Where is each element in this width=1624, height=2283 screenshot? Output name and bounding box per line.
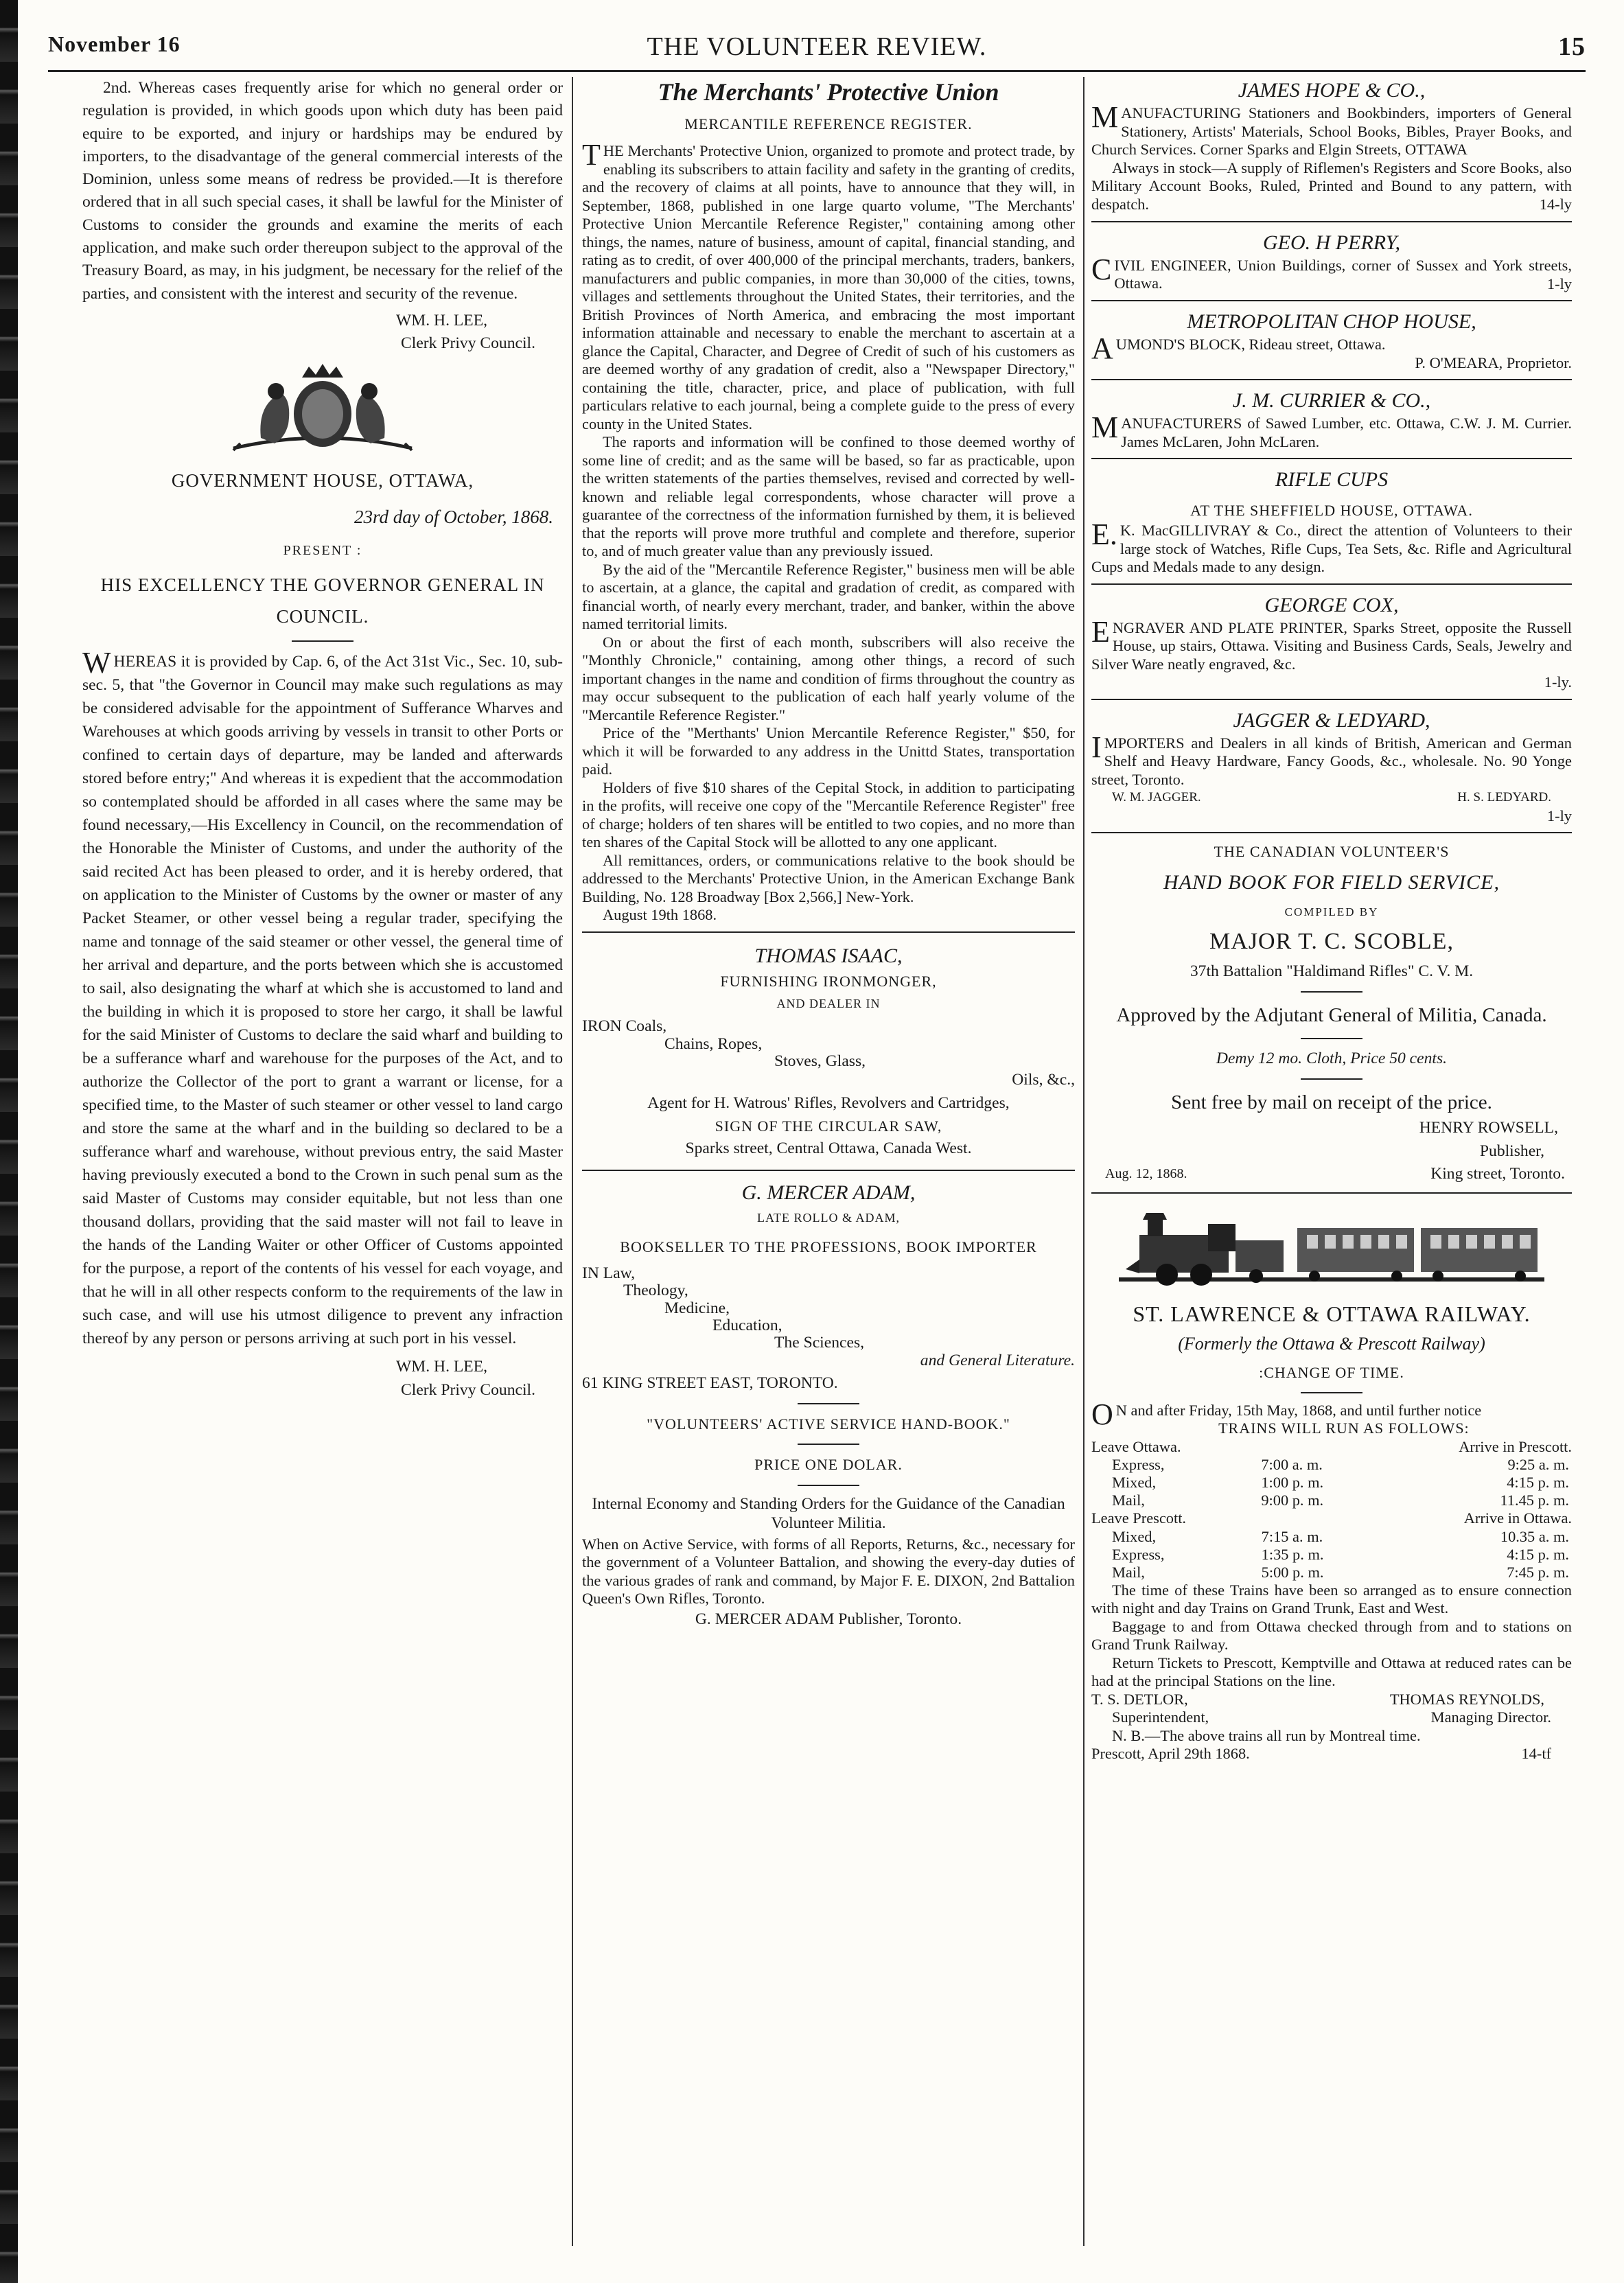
- perry-body: CIVIL ENGINEER, Union Buildings, corner of Sussex and York streets, Ottawa.: [1091, 252, 1572, 292]
- adam-education: Education,: [712, 1316, 782, 1334]
- rifle-cups-subtitle: AT THE SHEFFIELD HOUSE, OTTAWA.: [1190, 502, 1473, 519]
- volunteer-handbook-address: King street, Toronto.: [1430, 1165, 1565, 1183]
- volunteer-handbook-publisher: Publisher,: [1479, 1142, 1544, 1160]
- railway-change-of-time: :CHANGE OF TIME.: [1259, 1363, 1404, 1381]
- arrive-time: 4:15 p. m.: [1507, 1474, 1569, 1492]
- separator: [798, 1485, 859, 1486]
- leave-time: 9:00 p. m.: [1261, 1492, 1324, 1509]
- handbook-price: PRICE ONE DOLAR.: [754, 1456, 903, 1474]
- adam-medicine: Medicine,: [664, 1299, 730, 1317]
- volunteer-handbook-author: MAJOR T. C. SCOBLE,: [1209, 928, 1454, 954]
- separator: [1091, 832, 1572, 833]
- column-1: [82, 77, 563, 1402]
- column-divider-2: [1083, 77, 1084, 2246]
- railway-reynolds: THOMAS REYNOLDS,: [1389, 1690, 1544, 1708]
- isaac-line-1: FURNISHING IRONMONGER,: [720, 972, 937, 990]
- jagger-partner-left: W. M. JAGGER.: [1112, 790, 1201, 805]
- railway-note-3: Return Tickets to Prescott, Kemptville and Ottawa at reduced rates can be had at the principal Stations on the line.: [1091, 1654, 1572, 1690]
- mpu-date: August 19th 1868.: [603, 906, 717, 924]
- hope-body-2: Always in stock—A supply of Riflemen's Registers and Score Books, also Military Account Books, Ruled, Printed and Bound to any pattern, with despatch.: [1091, 159, 1572, 213]
- railway-note-2: Baggage to and from Ottawa checked through from and to stations on Grand Trunk Railway.: [1091, 1617, 1572, 1654]
- railway-nb: N. B.—The above trains all run by Montreal time.: [1112, 1726, 1421, 1744]
- excellency-heading: HIS EXCELLENCY THE GOVERNOR GENERAL IN COUNCIL.: [100, 575, 545, 627]
- railway-titles: [1091, 1708, 1572, 1727]
- table-row: [1091, 1456, 1572, 1474]
- adam-bookseller: BOOKSELLER TO THE PROFESSIONS, BOOK IMPORTER: [620, 1238, 1037, 1255]
- hope-name: JAMES HOPE & CO.,: [1238, 79, 1426, 102]
- leave-time: 7:00 a. m.: [1261, 1456, 1323, 1474]
- train-type: Express,: [1112, 1456, 1165, 1474]
- handbook-title: "VOLUNTEERS' ACTIVE SERVICE HAND-BOOK.": [647, 1415, 1010, 1433]
- currier-name: J. M. CURRIER & CO.,: [1232, 389, 1431, 412]
- railway-footer: [1091, 1745, 1572, 1763]
- table-row: [1091, 1546, 1572, 1564]
- railway-intro: ON and after Friday, 15th May, 1868, and until further notice: [1091, 1397, 1482, 1431]
- separator: [1091, 583, 1572, 585]
- isaac-oils: Oils, &c.,: [1012, 1071, 1075, 1089]
- isaac-sign: SIGN OF THE CIRCULAR SAW,: [715, 1117, 942, 1135]
- volunteer-handbook-head: THE CANADIAN VOLUNTEER'S: [1214, 843, 1450, 861]
- railway-director: Managing Director.: [1430, 1708, 1551, 1726]
- leave-time: 1:00 p. m.: [1261, 1474, 1324, 1492]
- volunteer-handbook-price: Demy 12 mo. Cloth, Price 50 cents.: [1216, 1050, 1448, 1068]
- volunteer-handbook-compiled: COMPILED BY: [1284, 905, 1379, 918]
- mpu-subtitle: MERCANTILE REFERENCE REGISTER.: [684, 115, 973, 132]
- railway-superintendent: Superintendent,: [1112, 1708, 1209, 1726]
- chop-house-proprietor: P. O'MEARA, Proprietor.: [1415, 354, 1572, 371]
- jagger-name: JAGGER & LEDYARD,: [1233, 708, 1430, 732]
- signature-title: Clerk Privy Council.: [401, 334, 535, 353]
- railway-trains-heading: TRAINS WILL RUN AS FOLLOWS:: [1218, 1419, 1470, 1437]
- header-page-number: 15: [1558, 32, 1586, 61]
- table-row: [1091, 1528, 1572, 1546]
- timetable-prescott-ottawa: [1091, 1528, 1572, 1581]
- arrive-time: 11.45 p. m.: [1500, 1492, 1569, 1509]
- isaac-iron: IRON Coals,: [582, 1017, 667, 1036]
- locomotive-icon: [1112, 1201, 1551, 1297]
- railway-header-1: [1091, 1438, 1572, 1457]
- jagger-partner-right: H. S. LEDYARD.: [1457, 790, 1551, 805]
- separator: [1301, 991, 1362, 993]
- leave-time: 5:00 p. m.: [1261, 1563, 1324, 1581]
- chop-house-body: AUMOND'S BLOCK, Rideau street, Ottawa.: [1091, 332, 1386, 365]
- table-row: [1091, 1492, 1572, 1509]
- arrive-time: 9:25 a. m.: [1507, 1456, 1569, 1474]
- railway-date: Prescott, April 29th 1868.: [1091, 1745, 1250, 1763]
- railway-code: 14-tf: [1521, 1745, 1551, 1763]
- currier-body: MANUFACTURERS of Sawed Lumber, etc. Ottawa, C.W. J. M. Currier. James McLaren, John McLaren.: [1091, 410, 1572, 450]
- separator: [1301, 1392, 1362, 1393]
- separator: [1091, 458, 1572, 459]
- leave-prescott-label: Leave Prescott.: [1091, 1509, 1187, 1527]
- header-rule: [48, 70, 1586, 72]
- royal-coat-of-arms-icon: [220, 362, 426, 465]
- page-edge-shadow: [0, 0, 18, 2283]
- separator: [798, 1444, 859, 1445]
- volunteer-handbook-footer: [1091, 1163, 1572, 1185]
- volunteer-handbook-sent: Sent free by mail on receipt of the price.: [1171, 1091, 1492, 1114]
- volunteer-handbook-approved: Approved by the Adjutant General of Militia, Canada.: [1116, 1004, 1547, 1027]
- train-type: Express,: [1112, 1545, 1165, 1563]
- column-2: [582, 77, 1075, 1631]
- arrive-ottawa-label: Arrive in Ottawa.: [1463, 1509, 1572, 1527]
- railway-name: ST. LAWRENCE & OTTAWA RAILWAY.: [1133, 1301, 1531, 1327]
- perry-code: 1-ly: [1546, 275, 1572, 292]
- header-title: THE VOLUNTEER REVIEW.: [647, 32, 987, 61]
- railway-formerly: (Formerly the Ottawa & Prescott Railway): [1178, 1334, 1485, 1354]
- signature-title-2: Clerk Privy Council.: [401, 1380, 535, 1399]
- railway-header-2: [1091, 1509, 1572, 1528]
- mpu-paragraph-5: Price of the "Merthants' Union Mercantile Reference Register," $50, for which it will be forwarded to any address in the Unittd States, transportation paid.: [582, 724, 1075, 778]
- mpu-paragraph-3: By the aid of the "Mercantile Reference Register," business men will be able to ascertain, at a glance, the capital and gradation of credit, as compared with financial worth, of nearly every merchant, trader, and banker, within the above named territorial limits.: [582, 560, 1075, 633]
- adam-general: and General Literature.: [920, 1351, 1075, 1369]
- perry-name: GEO. H PERRY,: [1262, 231, 1400, 254]
- railway-signatures: [1091, 1691, 1572, 1709]
- separator: [582, 1170, 1075, 1171]
- government-house-heading: GOVERNMENT HOUSE, OTTAWA,: [171, 470, 474, 491]
- train-type: Mixed,: [1112, 1474, 1157, 1492]
- volunteer-handbook-title: HAND BOOK FOR FIELD SERVICE,: [1163, 870, 1500, 894]
- mpu-title: The Merchants' Protective Union: [658, 78, 999, 106]
- signature-name: WM. H. LEE,: [395, 311, 487, 329]
- arrive-time: 7:45 p. m.: [1507, 1563, 1569, 1581]
- mpu-paragraph-6: Holders of five $10 shares of the Cepital Stock, in addition to participating in the profits, will receive one copy of the "Mercantile Reference Register" free of charge; holders of ten shares will be entitled to two copies, and no more than ten shares of the Capital Stock will be allotted to any one applicant.: [582, 778, 1075, 851]
- volunteer-handbook-rowsell: HENRY ROWSELL,: [1419, 1119, 1558, 1137]
- isaac-agent: Agent for H. Watrous' Rifles, Revolvers and Cartridges,: [647, 1093, 1010, 1112]
- isaac-name: THOMAS ISAAC,: [754, 944, 903, 967]
- volunteer-handbook-battalion: 37th Battalion "Haldimand Rifles" C. V. M.: [1190, 962, 1474, 980]
- separator: [1091, 1192, 1572, 1194]
- mpu-paragraph-7: All remittances, orders, or communications relative to the book should be addressed to the Merchants' Protective Union, in the American Exchange Bank Building, No. 128 Broadway [Box 2,566,] New-York.: [582, 851, 1075, 905]
- table-row: [1091, 1474, 1572, 1492]
- table-row: [1091, 1564, 1572, 1581]
- arrive-time: 4:15 p. m.: [1507, 1545, 1569, 1563]
- separator: [798, 1403, 859, 1404]
- order-date: 23rd day of October, 1868.: [354, 506, 553, 527]
- jagger-partners: [1091, 789, 1572, 807]
- column-3: [1091, 77, 1572, 1763]
- adam-address: 61 KING STREET EAST, TORONTO.: [582, 1374, 838, 1392]
- isaac-chains: Chains, Ropes,: [664, 1034, 763, 1053]
- chop-house-name: METROPOLITAN CHOP HOUSE,: [1187, 310, 1476, 333]
- separator: [1301, 1038, 1362, 1039]
- railway-note-1: The time of these Trains have been so arranged as to ensure connection with night and day Trains on Grand Trunk, East and West.: [1091, 1581, 1572, 1617]
- separator: [582, 931, 1075, 933]
- hope-body: MANUFACTURING Stationers and Bookbinders, importers of General Stationery, Artists' Materials, School Books, Bibles, Prayer Books, and Church Services. Corner Sparks and Elgin Streets, OTTAWA: [1091, 100, 1572, 158]
- volunteer-handbook-date: Aug. 12, 1868.: [1105, 1166, 1187, 1182]
- mpu-paragraph-1: THE Merchants' Protective Union, organized to promote and protect trade, by enabling its subscribers to attain facility and safety in the granting of credits, and the recovery of claims at all points, have to announce that they will, in September, 1868, published in one large quarto volume, "The Merchants' Protective Union Mercantile Reference Register," containing among other things, the names, nature of business, amount of capital, financial standing, and rating as to credit, of over 400,000 of the principal merchants, traders, bankers, manufacturers and public companies, in more than 30,000 of the cities, towns, villages and settlements throughout the United States, their territories, and the British Provinces of North America, and embracing the most important information attainable and necessary to enable the merchant to ascertain at a glance the Capital, Character, and Degree of Credit of such of his customers as are deemed worthy of any gradation of credit, also a "Newspaper Directory," containing the title, character, price, and place of publication, with full particulars relative to each journal, being a complete guide to the press of every county in the United States.: [582, 138, 1075, 432]
- handbook-body: When on Active Service, with forms of all Reports, Returns, &c., necessary for the government of a Volunteer Battalion, and showing the every-day duties of the various grades of rank and command, by Major F. E. DIXON, 2nd Battalion Queen's Own Rifles, Toronto.: [582, 1535, 1075, 1608]
- train-type: Mixed,: [1112, 1527, 1157, 1545]
- cox-code: 1-ly.: [1544, 673, 1572, 691]
- separator: [1301, 1078, 1362, 1080]
- leave-time: 1:35 p. m.: [1261, 1545, 1324, 1563]
- mpu-paragraph-4: On or about the first of each month, subscribers will also receive the "Monthly Chronicle," containing, among other things, a record of such important changes in the name and condition of firms throughout the country as may occur subsequent to the publication of each half yearly volume of the "Mercantile Reference Register.": [582, 633, 1075, 723]
- isaac-stoves: Stoves, Glass,: [774, 1052, 866, 1070]
- header-date: November 16: [48, 32, 181, 56]
- jagger-code: 1-ly: [1546, 807, 1572, 824]
- arrive-time: 10.35 a. m.: [1500, 1527, 1569, 1545]
- leave-ottawa-label: Leave Ottawa.: [1091, 1437, 1181, 1455]
- separator: [1091, 300, 1572, 301]
- signature-name-2: WM. H. LEE,: [395, 1358, 487, 1376]
- present-label: PRESENT :: [283, 543, 362, 559]
- isaac-line-2: AND DEALER IN: [776, 997, 881, 1011]
- hope-code: 14-ly: [1539, 196, 1572, 213]
- separator: [1091, 379, 1572, 380]
- mpu-paragraph-2: The raports and information will be confined to those deemed worthy of some line of credit; and as the same will be based, so far as practicable, upon the written statements of the parties themselves, revised and corrected by well-known and reliable legal correspondents, whose character will prove a guarantee of the correctness of the information furnished by them, it is believed that the reports will prove more truthful and complete and therefore, superior to, and of much greater value than any previously issued.: [582, 433, 1075, 560]
- order-paragraph-2nd: 2nd. Whereas cases frequently arise for which no general order or regulation is provided, in which goods upon which duty has been paid equire to be exported, and injury or hardships may be endured by importers, to the disadvantage of the general commercial interests of the Dominion, unless some means of redress be provided.—It is therefore ordered that in all such special cases, it shall be lawful for the Minister of Customs to consider the grounds and examine the merits of each application, and make such order thereupon subject to the approval of the Treasury Board, as may, in his judgment, be necessary for the relief of the parties, and consistent with the interest and security of the revenue.: [82, 79, 563, 303]
- order-paragraph-whereas: WHEREAS it is provided by Cap. 6, of the Act 31st Vic., Sec. 10, sub-sec. 5, that "the Governor in Council may make such regulations as may be considered advisable for the appointment of Sufferance Wharves and Warehouses at which goods arriving by vessels in transit to other Ports or confined to certain days of departure, may be landed and afterwards stored before entry;" And whereas it is expedient that the accommodation so contemplated should be afforded in all cases where the same may be found necessary,—His Excellency in Council, on the recommendation of the Honorable the Minister of Customs, and under the authority of the said recited Act has been pleased to order, and it is hereby ordered, that on application to the Minister of Customs by the owner or master of any Packet Steamer, or other vessel being a regular trader, specifying the name and tonnage of the said steamer or other vessel, the general time of her arrival and departure, and the ports between which she is accustomed to sail, also designating the wharf at which she is accustomed to land and the building in which it is proposed to store her cargo, it shall be lawful for the said Minister of Customs to declare the said wharf and building to be a sufferance wharf and warehouse for the purposes of the Act, and to authorize the Collector of the port to grant a warrant or license, for a specified time, to the Master of such steamer or other vessel to land cargo and store the same at the wharf and in the building so declared to be a sufferance wharf and warehouse, without previous entry, the said Master having previously executed a bond to the Crown in such penal sum as the said Master of Customs may consider equitable, but not less than one thousand dollars, providing that the said master will not fail to leave in the hands of the Landing Waiter or other Officer of Customs appointed for the purpose, a report of the contents of his vessel for each voyage, and that he will in all other respects conform to the requirements of the law in such case, and will use his utmost diligence to prevent any infraction thereof by any person or persons arriving at such port in his vessel.: [82, 646, 563, 1348]
- leave-time: 7:15 a. m.: [1261, 1527, 1323, 1545]
- separator: [292, 640, 353, 642]
- adam-theology: Theology,: [623, 1282, 688, 1300]
- timetable-ottawa-prescott: [1091, 1456, 1572, 1509]
- handbook-internal: Internal Economy and Standing Orders for the Guidance of the Canadian Volunteer Militia.: [592, 1494, 1065, 1532]
- isaac-address: Sparks street, Central Ottawa, Canada West.: [685, 1139, 972, 1158]
- separator: [1091, 221, 1572, 222]
- separator: [1091, 699, 1572, 700]
- train-type: Mail,: [1112, 1563, 1145, 1581]
- rifle-cups-name: RIFLE CUPS: [1275, 468, 1389, 491]
- jagger-body: IMPORTERS and Dealers in all kinds of British, American and German Shelf and Heavy Hardware, Fancy Goods, &c., wholesale. No. 90 Yonge street, Toronto.: [1091, 730, 1572, 788]
- column-divider-1: [572, 77, 573, 2246]
- railway-detlor: T. S. DETLOR,: [1091, 1690, 1188, 1708]
- page-header: [48, 32, 1586, 65]
- adam-law: IN Law,: [582, 1264, 636, 1283]
- handbook-publisher: G. MERCER ADAM Publisher, Toronto.: [695, 1610, 962, 1628]
- arrive-prescott-label: Arrive in Prescott.: [1459, 1437, 1572, 1455]
- adam-sciences: The Sciences,: [774, 1334, 865, 1352]
- train-type: Mail,: [1112, 1492, 1145, 1509]
- adam-name: G. MERCER ADAM,: [741, 1181, 916, 1205]
- adam-late: LATE ROLLO & ADAM,: [757, 1211, 900, 1225]
- cox-name: GEORGE COX,: [1264, 593, 1399, 616]
- rifle-cups-body: E.K. MacGILLIVRAY & Co., direct the attention of Volunteers to their large stock of Watches, Rifle Cups, Tea Sets, &c. Rifle and Agricultural Cups and Medals made to any design.: [1091, 518, 1572, 576]
- cox-body: ENGRAVER AND PLATE PRINTER, Sparks Street, opposite the Russell House, up stairs, Ottawa. Visiting and Business Cards, Seals, Jewelry and Silver Ware neatly engraved, &c.: [1091, 614, 1572, 673]
